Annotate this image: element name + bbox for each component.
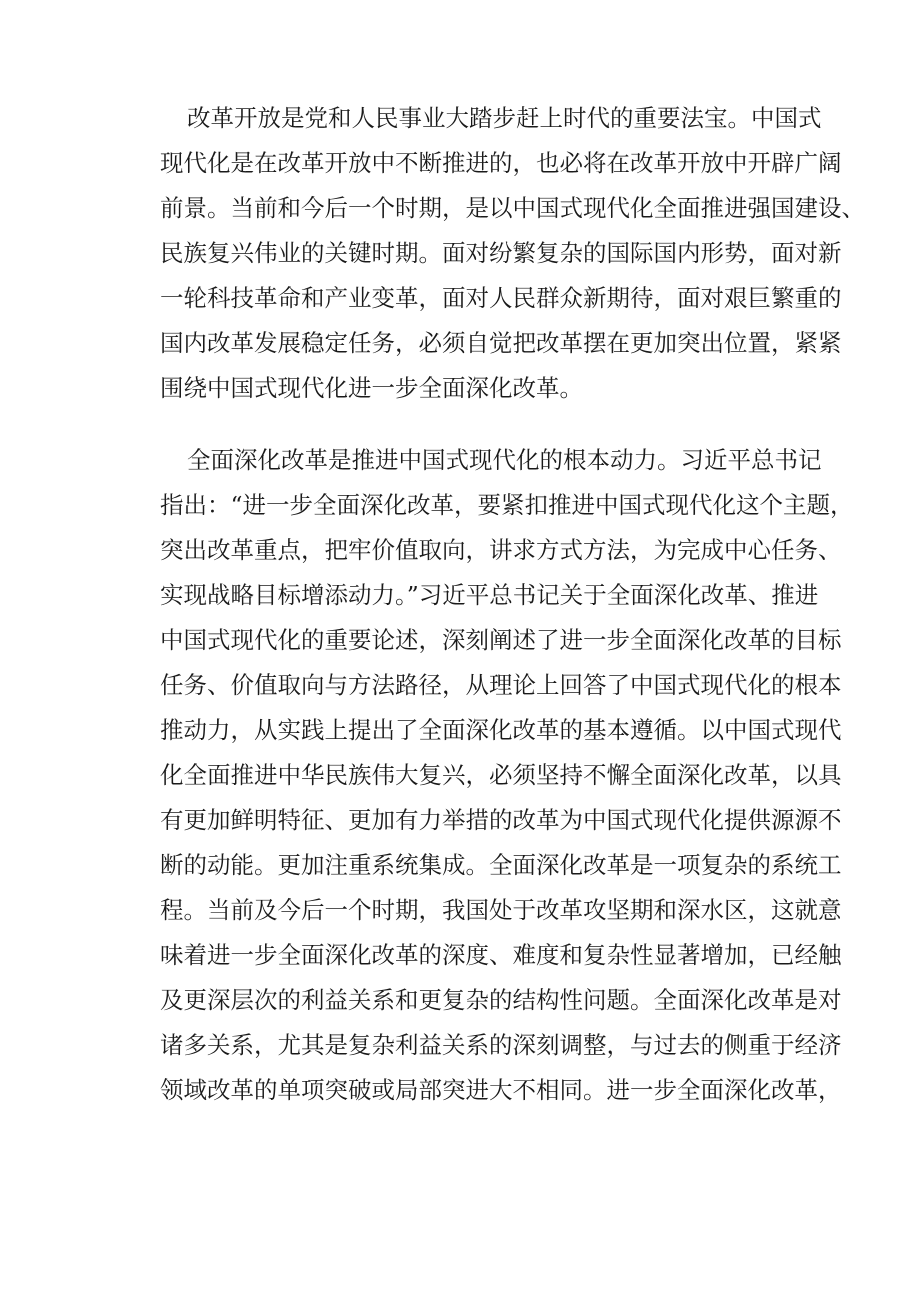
text-line: 改革开放是党和人民事业大踏步赶上时代的重要法宝。中国式: [187, 104, 822, 132]
paragraph-gap: [160, 411, 800, 438]
text-line: 领域改革的单项突破或局部突进大不相同。进一步全面深化改革，: [160, 1076, 842, 1104]
text-line: 一轮科技革命和产业变革，面对人民群众新期待，面对艰巨繁重的: [160, 284, 842, 312]
text-line: 程。当前及今后一个时期，我国处于改革攻坚期和深水区，这就意: [160, 896, 842, 924]
text-line: 化全面推进中华民族伟大复兴，必须坚持不懈全面深化改革，以具: [160, 761, 842, 789]
text-line: 及更深层次的利益关系和更复杂的结构性问题。全面深化改革是对: [160, 986, 842, 1014]
text-line: 有更加鲜明特征、更加有力举措的改革为中国式现代化提供源源不: [160, 806, 842, 834]
text-line: 国内改革发展稳定任务，必须自觉把改革摆在更加突出位置，紧紧: [160, 329, 842, 357]
text-line: 中国式现代化的重要论述，深刻阐述了进一步全面深化改革的目标: [160, 626, 842, 654]
text-line: 推动力，从实践上提出了全面深化改革的基本遵循。以中国式现代: [160, 716, 842, 744]
text-line: 指出：“进一步全面深化改革，要紧扣推进中国式现代化这个主题，: [160, 491, 854, 519]
text-line: 断的动能。更加注重系统集成。全面深化改革是一项复杂的系统工: [160, 851, 842, 879]
text-line: 味着进一步全面深化改革的深度、难度和复杂性显著增加，已经触: [160, 941, 842, 969]
text-line: 围绕中国式现代化进一步全面深化改革。: [160, 374, 583, 402]
text-line: 全面深化改革是推进中国式现代化的根本动力。习近平总书记: [187, 446, 822, 474]
text-line: 实现战略目标增添动力。”习近平总书记关于全面深化改革、推进: [160, 581, 819, 609]
text-line: 诸多关系，尤其是复杂利益关系的深刻调整，与过去的侧重于经济: [160, 1031, 842, 1059]
text-line: 民族复兴伟业的关键时期。面对纷繁复杂的国际国内形势，面对新: [160, 239, 842, 267]
text-line: 任务、价值取向与方法路径，从理论上回答了中国式现代化的根本: [160, 671, 842, 699]
text-line: 现代化是在改革开放中不断推进的，也必将在改革开放中开辟广阔: [160, 149, 842, 177]
text-line: 前景。当前和今后一个时期，是以中国式现代化全面推进强国建设、: [160, 194, 865, 222]
text-line: 突出改革重点，把牢价值取向，讲求方式方法，为完成中心任务、: [160, 536, 842, 564]
paragraph-2: [160, 438, 854, 1113]
document-page: [160, 96, 865, 1113]
paragraph-1: [160, 96, 865, 411]
